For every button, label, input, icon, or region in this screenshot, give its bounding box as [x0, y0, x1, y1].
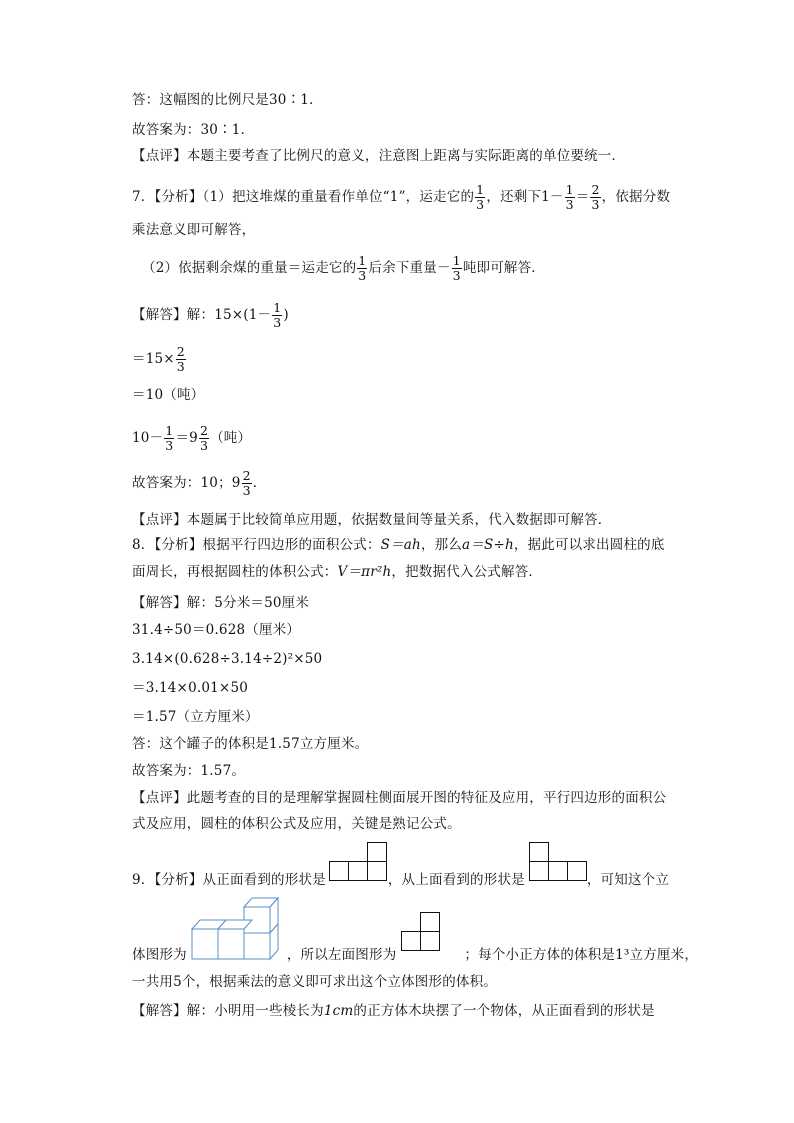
q7-analysis-line-3: （2）依据剩余煤的重量＝运走它的 $\frac{1}{3}$ 后余下重量－ $\frac{1}{3}$ 吨即可解答．	[142, 253, 546, 283]
formula-parallelogram-area: S＝ah	[380, 537, 421, 553]
fraction-one-third: $\frac{1}{3}$	[452, 253, 461, 283]
fraction-one-third: $\frac{1}{3}$	[476, 182, 485, 212]
left-view-figure	[400, 912, 442, 952]
q8-comment-line-1: 【点评】此题考查的目的是理解掌握圆柱侧面展开图的特征及应用，平行四边形的面积公	[132, 790, 667, 806]
q9-analysis-line-2: 体图形为 ，所以左面图形为 ；每个小正方体的体积是1³立方厘米，	[132, 947, 699, 963]
q8-analysis-line-2: 面周长，再根据圆柱的体积公式：V＝πr²h，把数据代入公式解答．	[132, 564, 543, 580]
fraction-two-thirds: $\frac{2}{3}$	[591, 182, 600, 212]
fraction-one-third: $\frac{1}{3}$	[565, 182, 574, 212]
q8-solution-line-3: 3.14×(0.628÷3.14÷2)²×50	[132, 651, 323, 667]
q8-analysis-line-1: 8．【分析】根据平行四边形的面积公式：S＝ah，那么a＝S÷h，据此可以求出圆柱的底	[132, 537, 665, 553]
front-view-figure	[328, 842, 390, 882]
fraction-one-third: $\frac{1}{3}$	[358, 253, 367, 283]
q9-analysis-line-1: 9．【分析】从正面看到的形状是 ，从上面看到的形状是 ，可知这个立	[132, 872, 670, 888]
q7-analysis-line-2: 乘法意义即可解答，	[132, 222, 256, 238]
q7-comment-line: 【点评】本题属于比较简单应用题，依据数量间等量关系，代入数据即可解答．	[132, 512, 612, 528]
q8-solution-line-2: 31.4÷50＝0.628（厘米）	[132, 622, 301, 638]
q7-answer-line: 故答案为：10；9 $\frac{2}{3}$ ．	[132, 468, 267, 498]
cube-stack-figure	[186, 897, 286, 963]
q8-solution-line-5: ＝1.57（立方厘米）	[132, 709, 259, 725]
formula-base: a＝S÷h	[462, 537, 514, 553]
comment-line: 【点评】本题主要考查了比例尺的意义，注意图上距离与实际距离的单位要统一．	[132, 148, 626, 164]
answer-line: 故答案为：30∶1．	[132, 122, 255, 138]
fraction-two-thirds: $\frac{2}{3}$	[199, 423, 209, 453]
formula-cylinder-volume: V＝πr²h	[337, 564, 392, 580]
fraction-one-third: $\frac{1}{3}$	[273, 300, 282, 330]
fraction-one-third: $\frac{1}{3}$	[165, 423, 174, 453]
fraction-two-thirds: $\frac{2}{3}$	[176, 344, 185, 374]
answer-line: 答：这幅图的比例尺是30∶1．	[132, 92, 323, 108]
q8-solution-line-1: 【解答】解：5分米＝50厘米	[132, 595, 310, 611]
q7-solution-line-1: 【解答】解：15×(1－ $\frac{1}{3}$ )	[132, 300, 289, 330]
q9-analysis-line-3: 一共用5个，根据乘法的意义即可求出这个立体图形的体积。	[132, 974, 497, 990]
top-view-figure	[528, 842, 590, 882]
q7-solution-line-2: ＝15× $\frac{2}{3}$	[132, 344, 185, 374]
q8-comment-line-2: 式及应用，圆柱的体积公式及应用，关键是熟记公式。	[132, 816, 461, 832]
q8-solution-line-4: ＝3.14×0.01×50	[132, 680, 249, 696]
fraction-two-thirds: $\frac{2}{3}$	[242, 468, 251, 498]
q7-solution-line-3: ＝10（吨）	[132, 387, 205, 403]
q8-solution-line-7: 故答案为：1.57。	[132, 763, 246, 779]
q9-solution-line-1: 【解答】解：小明用一些棱长为1cm的正方体木块摆了一个物体，从正面看到的形状是	[132, 1003, 655, 1019]
q7-solution-line-4: 10－ $\frac{1}{3}$ ＝9 $\frac{2}{3}$ （吨）	[132, 423, 252, 453]
q7-analysis-line-1: 7．【分析】（1）把这堆煤的重量看作单位“1”，运走它的 $\frac{1}{3}$ ，还剩下1－ $\frac{1}{3}$ ＝ $\frac{2}{3}$ ，依据分数	[132, 182, 671, 212]
q8-solution-line-6: 答：这个罐子的体积是1.57立方厘米。	[132, 736, 369, 752]
